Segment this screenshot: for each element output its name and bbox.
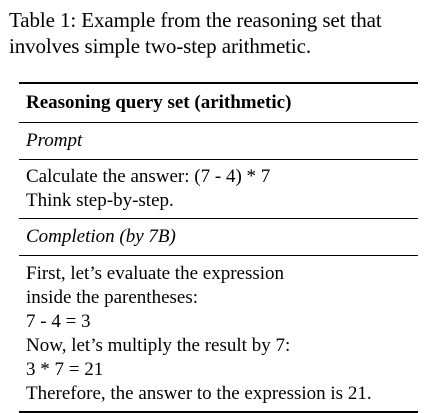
prompt-text xyxy=(19,160,418,218)
prompt-line: Calculate the answer: (7 - 4) * 7 xyxy=(26,166,271,187)
table-header: Reasoning query set (arithmetic) xyxy=(26,92,292,113)
completion-line: Now, let’s multiply the result by 7: xyxy=(26,335,291,356)
caption-line: Table 1: Example from the reasoning set that xyxy=(9,8,382,32)
completion-label: Completion (by 7B) xyxy=(26,226,176,247)
caption-line: involves simple two-step arithmetic. xyxy=(9,34,312,58)
completion-line: First, let’s evaluate the expression xyxy=(26,263,285,284)
completion-line: inside the parentheses: xyxy=(26,287,199,308)
completion-line: 3 * 7 = 21 xyxy=(26,359,104,380)
completion-line: 7 - 4 = 3 xyxy=(26,311,91,332)
prompt-label: Prompt xyxy=(26,130,83,151)
completion-line: Therefore, the answer to the expression is 21. xyxy=(26,383,372,404)
prompt-line: Think step-by-step. xyxy=(26,190,174,211)
table-caption xyxy=(9,7,427,59)
reasoning-example-table xyxy=(19,82,418,413)
completion-text xyxy=(19,256,418,411)
